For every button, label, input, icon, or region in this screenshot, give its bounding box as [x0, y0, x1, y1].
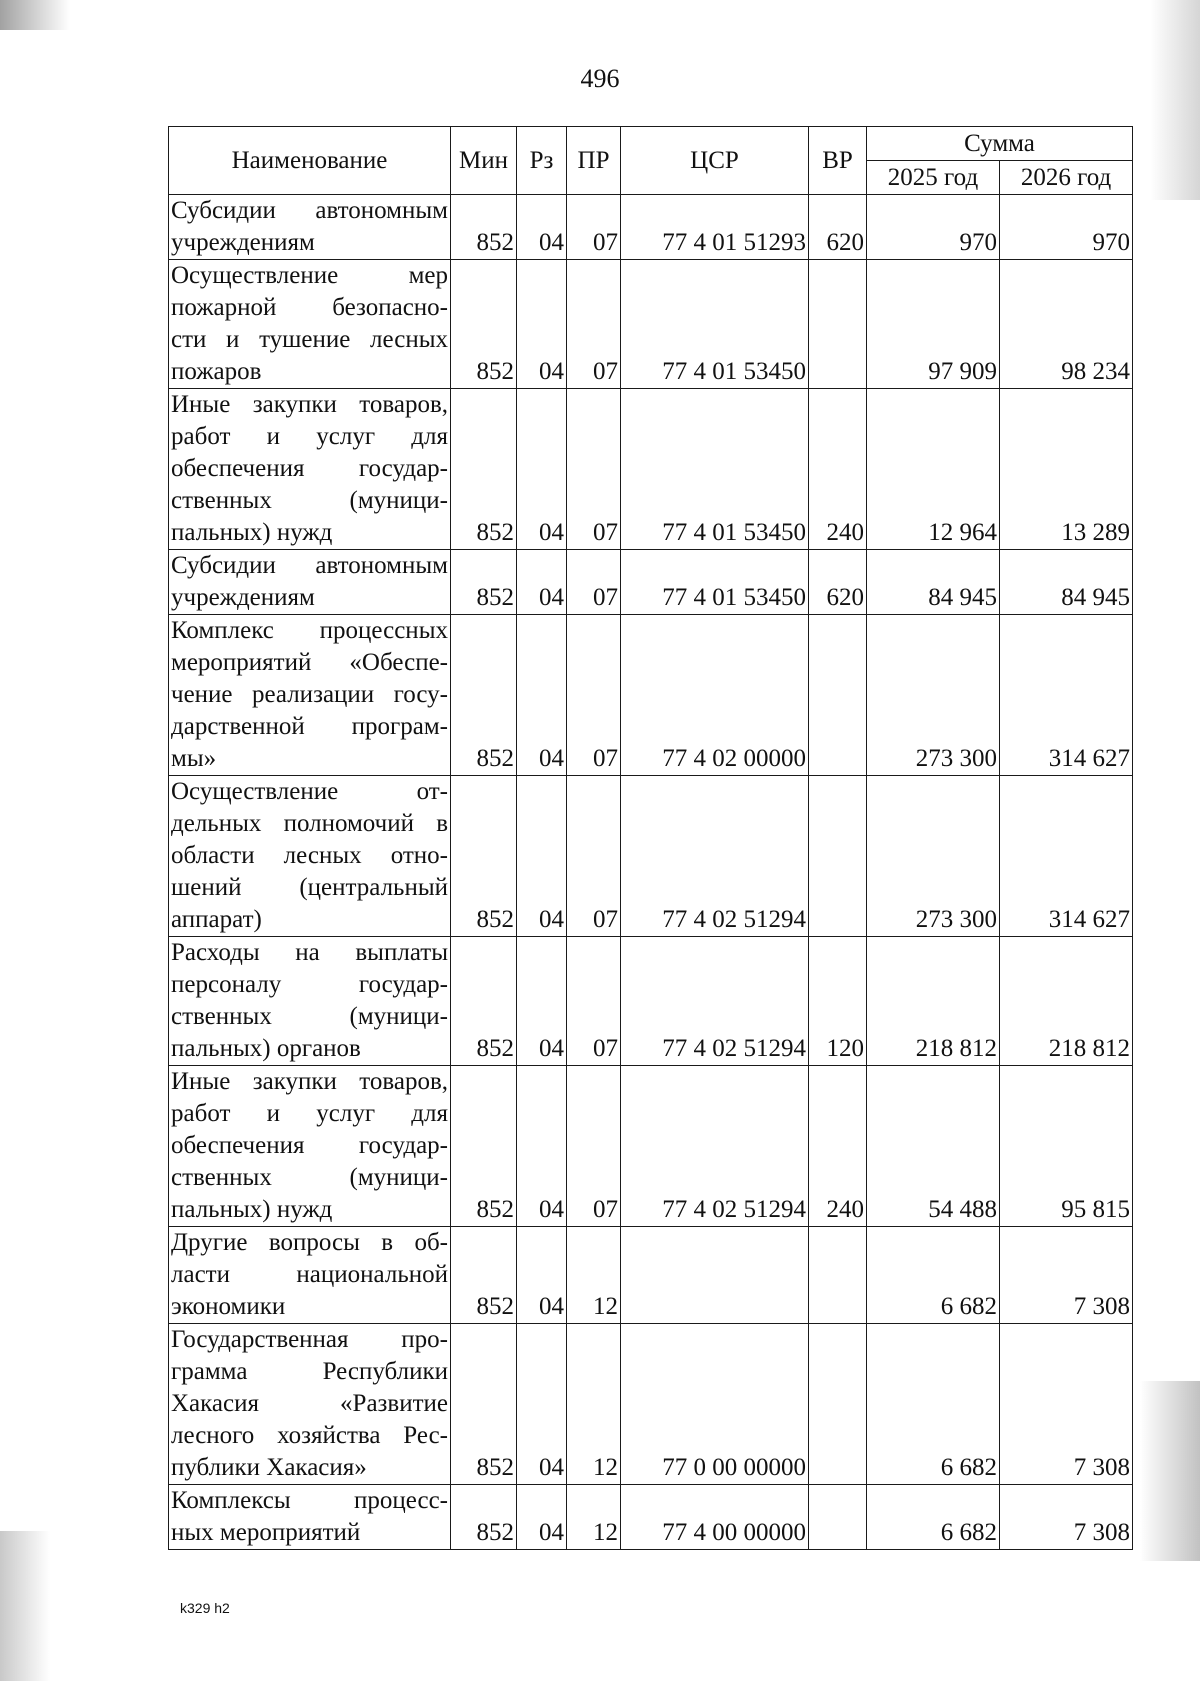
row-name-line: чение реализации госу- [171, 681, 448, 708]
row-sum-2026: 98 234 [1000, 260, 1133, 389]
row-sum-2026: 218 812 [1000, 937, 1133, 1066]
budget-table [168, 126, 1133, 1550]
row-vr [809, 1324, 867, 1485]
row-sum-2025: 273 300 [867, 776, 1000, 937]
row-name-line: пожаров [171, 358, 262, 385]
row-sum-2025: 97 909 [867, 260, 1000, 389]
row-sum-2026: 7 308 [1000, 1227, 1133, 1324]
row-sum-2025: 6 682 [867, 1324, 1000, 1485]
row-sum-2026: 95 815 [1000, 1066, 1133, 1227]
row-vr [809, 1227, 867, 1324]
row-min: 852 [451, 389, 517, 550]
row-pr: 12 [567, 1485, 621, 1550]
row-rz: 04 [517, 615, 567, 776]
row-name-line: Осуществление от- [171, 778, 448, 805]
row-name-line: грамма Республики [171, 1358, 448, 1385]
row-vr: 620 [809, 195, 867, 260]
row-name-line: Комплекс процессных [171, 617, 448, 644]
table-row [169, 1324, 1133, 1485]
row-name [169, 1485, 451, 1550]
row-name-line: экономики [171, 1293, 286, 1320]
row-sum-2025: 218 812 [867, 937, 1000, 1066]
row-name-line: Другие вопросы в об- [171, 1229, 448, 1256]
row-name-line: дарственной програм- [171, 713, 448, 740]
row-min: 852 [451, 550, 517, 615]
row-sum-2025: 273 300 [867, 615, 1000, 776]
row-min: 852 [451, 1485, 517, 1550]
row-min: 852 [451, 1227, 517, 1324]
row-name [169, 195, 451, 260]
row-name [169, 1324, 451, 1485]
row-csr: 77 4 02 51294 [621, 1066, 809, 1227]
row-name-line: Субсидии автономным [171, 197, 448, 224]
table-row [169, 776, 1133, 937]
row-name [169, 389, 451, 550]
row-name-line: пожарной безопасно- [171, 294, 448, 321]
row-rz: 04 [517, 937, 567, 1066]
row-csr: 77 4 01 53450 [621, 550, 809, 615]
row-pr: 07 [567, 776, 621, 937]
row-sum-2025: 12 964 [867, 389, 1000, 550]
row-name-line: Иные закупки товаров, [171, 391, 448, 418]
row-name [169, 615, 451, 776]
row-sum-2026: 13 289 [1000, 389, 1133, 550]
row-name-line: сти и тушение лесных [171, 326, 448, 353]
footer-code: k329 h2 [180, 1600, 230, 1616]
row-pr: 07 [567, 937, 621, 1066]
row-pr: 07 [567, 1066, 621, 1227]
table-row [169, 195, 1133, 260]
table-row [169, 1227, 1133, 1324]
row-vr: 240 [809, 389, 867, 550]
table-row [169, 615, 1133, 776]
scan-artifact [0, 0, 70, 30]
header-year-2026: 2026 год [1000, 161, 1133, 195]
row-vr: 120 [809, 937, 867, 1066]
page-number: 496 [580, 64, 620, 93]
row-name-line: Субсидии автономным [171, 552, 448, 579]
row-csr [621, 1227, 809, 1324]
scan-artifact [1140, 1381, 1200, 1561]
row-min: 852 [451, 195, 517, 260]
row-min: 852 [451, 1324, 517, 1485]
header-sum: Сумма [867, 127, 1133, 161]
row-min: 852 [451, 776, 517, 937]
row-csr: 77 4 02 00000 [621, 615, 809, 776]
table-row [169, 550, 1133, 615]
row-sum-2026: 7 308 [1000, 1485, 1133, 1550]
row-sum-2025: 6 682 [867, 1227, 1000, 1324]
row-rz: 04 [517, 776, 567, 937]
row-name-line: лесного хозяйства Рес- [171, 1422, 448, 1449]
row-name-line: мероприятий «Обеспе- [171, 649, 448, 676]
row-vr [809, 615, 867, 776]
table-row [169, 1066, 1133, 1227]
row-sum-2025: 54 488 [867, 1066, 1000, 1227]
row-name-line: ственных (муници- [171, 1003, 448, 1030]
row-vr [809, 260, 867, 389]
row-name-line: ласти национальной [171, 1261, 448, 1288]
row-name-line: Осуществление мер [171, 262, 448, 289]
row-name [169, 1227, 451, 1324]
row-name [169, 937, 451, 1066]
table-row [169, 1485, 1133, 1550]
row-name-line: дельных полномочий в [171, 810, 448, 837]
row-name-line: ственных (муници- [171, 1164, 448, 1191]
row-rz: 04 [517, 1227, 567, 1324]
header-csr: ЦСР [621, 127, 809, 195]
row-name-line: Государственная про- [171, 1326, 448, 1353]
row-pr: 07 [567, 389, 621, 550]
header-year-2025: 2025 год [867, 161, 1000, 195]
row-name-line: пальных) нужд [171, 519, 333, 546]
row-min: 852 [451, 260, 517, 389]
row-name-line: шений (центральный [171, 874, 448, 901]
row-csr: 77 4 02 51294 [621, 937, 809, 1066]
row-csr: 77 4 01 53450 [621, 389, 809, 550]
row-rz: 04 [517, 1485, 567, 1550]
row-name-line: учреждениям [171, 229, 315, 256]
row-sum-2026: 970 [1000, 195, 1133, 260]
row-vr [809, 1485, 867, 1550]
row-name-line: обеспечения государ- [171, 1132, 448, 1159]
row-name-line: мы» [171, 745, 217, 772]
row-pr: 07 [567, 550, 621, 615]
row-name-line: пальных) нужд [171, 1196, 333, 1223]
row-vr: 620 [809, 550, 867, 615]
row-name [169, 776, 451, 937]
row-rz: 04 [517, 550, 567, 615]
row-name [169, 260, 451, 389]
row-pr: 12 [567, 1324, 621, 1485]
row-rz: 04 [517, 389, 567, 550]
header-vr: ВР [809, 127, 867, 195]
row-sum-2026: 7 308 [1000, 1324, 1133, 1485]
table-row [169, 937, 1133, 1066]
row-name-line: ных мероприятий [171, 1519, 361, 1546]
row-rz: 04 [517, 260, 567, 389]
row-min: 852 [451, 615, 517, 776]
row-rz: 04 [517, 195, 567, 260]
row-name-line: ственных (муници- [171, 487, 448, 514]
table-body [169, 195, 1133, 1550]
row-name-line: области лесных отно- [171, 842, 448, 869]
row-rz: 04 [517, 1066, 567, 1227]
row-name-line: работ и услуг для [171, 423, 448, 450]
row-name [169, 1066, 451, 1227]
row-vr [809, 776, 867, 937]
row-name-line: публики Хакасия» [171, 1454, 367, 1481]
row-sum-2025: 84 945 [867, 550, 1000, 615]
row-pr: 07 [567, 615, 621, 776]
header-pr: ПР [567, 127, 621, 195]
row-name-line: Хакасия «Развитие [171, 1390, 448, 1417]
row-min: 852 [451, 937, 517, 1066]
row-sum-2026: 314 627 [1000, 776, 1133, 937]
row-name-line: Расходы на выплаты [171, 939, 448, 966]
row-sum-2025: 6 682 [867, 1485, 1000, 1550]
row-name-line: Иные закупки товаров, [171, 1068, 448, 1095]
row-vr: 240 [809, 1066, 867, 1227]
row-name-line: работ и услуг для [171, 1100, 448, 1127]
row-sum-2026: 314 627 [1000, 615, 1133, 776]
row-csr: 77 4 01 53450 [621, 260, 809, 389]
row-min: 852 [451, 1066, 517, 1227]
row-name-line: персоналу государ- [171, 971, 448, 998]
scan-artifact [0, 1531, 50, 1681]
scan-artifact [1150, 0, 1200, 200]
row-pr: 12 [567, 1227, 621, 1324]
row-name [169, 550, 451, 615]
header-name: Наименование [169, 127, 451, 195]
table-row [169, 260, 1133, 389]
row-pr: 07 [567, 195, 621, 260]
row-rz: 04 [517, 1324, 567, 1485]
row-sum-2026: 84 945 [1000, 550, 1133, 615]
table-row [169, 389, 1133, 550]
row-csr: 77 4 01 51293 [621, 195, 809, 260]
row-csr: 77 4 02 51294 [621, 776, 809, 937]
row-name-line: Комплексы процесс- [171, 1487, 448, 1514]
row-name-line: учреждениям [171, 584, 315, 611]
header-rz: Рз [517, 127, 567, 195]
row-csr: 77 4 00 00000 [621, 1485, 809, 1550]
header-min: Мин [451, 127, 517, 195]
row-pr: 07 [567, 260, 621, 389]
row-csr: 77 0 00 00000 [621, 1324, 809, 1485]
row-name-line: аппарат) [171, 906, 262, 933]
row-sum-2025: 970 [867, 195, 1000, 260]
row-name-line: пальных) органов [171, 1035, 361, 1062]
row-name-line: обеспечения государ- [171, 455, 448, 482]
